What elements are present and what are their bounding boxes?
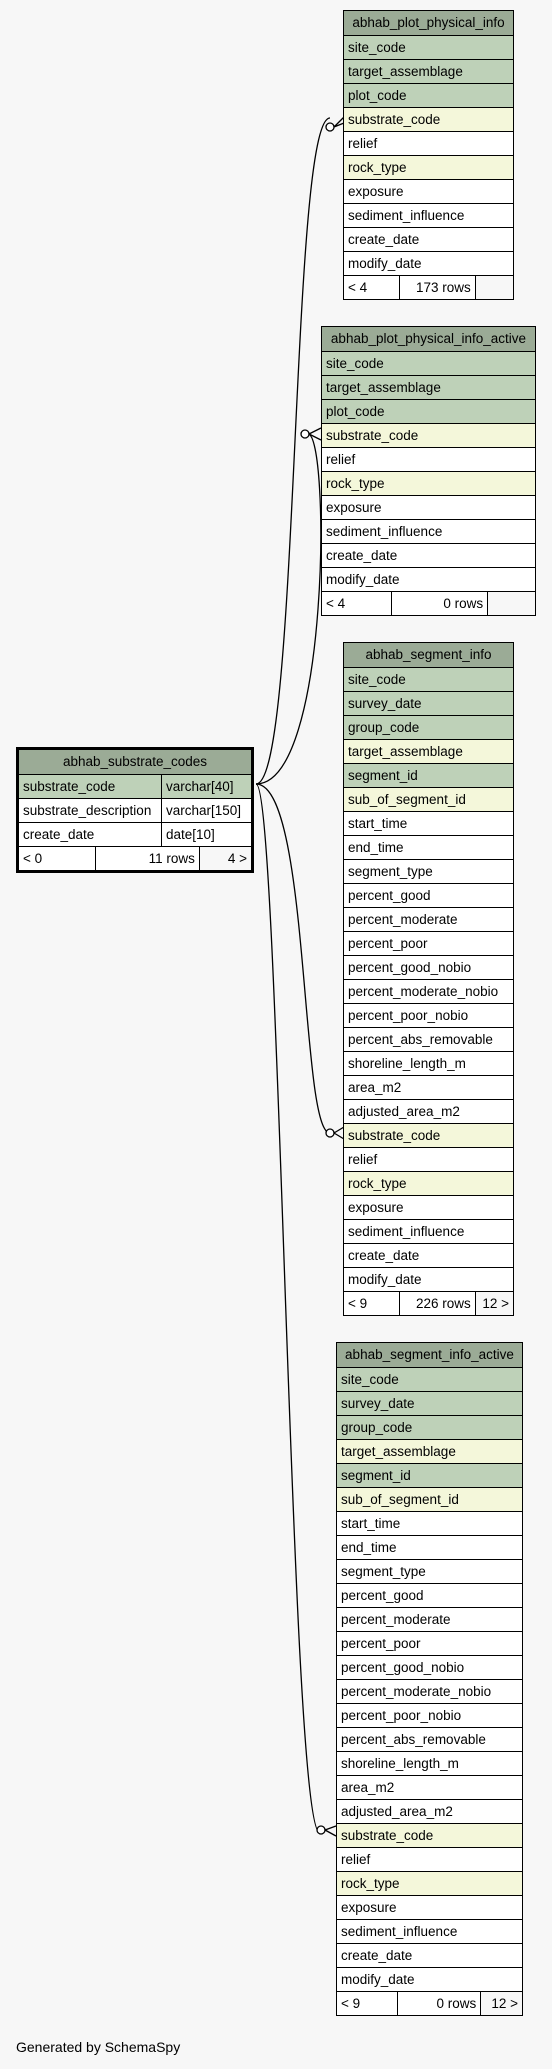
column-row[interactable] xyxy=(337,1919,522,1943)
table-footer xyxy=(19,846,251,870)
column-row[interactable] xyxy=(344,979,513,1003)
column-row[interactable] xyxy=(337,1607,522,1631)
column-row[interactable] xyxy=(322,495,535,519)
edge-to-plot-physical-info-active xyxy=(256,434,321,784)
column-name: percent_good_nobio xyxy=(348,960,472,975)
column-name: site_code xyxy=(326,356,384,371)
column-name: substrate_code xyxy=(23,779,116,794)
column-name: rock_type xyxy=(341,1876,400,1891)
column-row[interactable] xyxy=(337,1583,522,1607)
row-count: 226 rows xyxy=(400,1292,476,1315)
column-name: relief xyxy=(341,1852,371,1867)
column-name: create_date xyxy=(326,548,398,563)
column-name: segment_type xyxy=(348,864,433,879)
parent-count[interactable]: < 9 xyxy=(344,1292,400,1315)
column-name: percent_poor_nobio xyxy=(341,1708,462,1723)
column-row[interactable] xyxy=(337,1535,522,1559)
column-row[interactable] xyxy=(337,1367,522,1391)
table-header[interactable]: abhab_plot_physical_info xyxy=(344,11,513,35)
column-name: site_code xyxy=(348,40,406,55)
crow-foot-marker xyxy=(309,428,321,440)
column-name: segment_type xyxy=(341,1564,426,1579)
column-row[interactable] xyxy=(337,1391,522,1415)
column-name: rock_type xyxy=(326,476,385,491)
column-name: plot_code xyxy=(326,404,385,419)
child-count[interactable]: 12 > xyxy=(481,1992,522,2015)
parent-count[interactable]: < 0 xyxy=(19,847,96,870)
column-row[interactable] xyxy=(344,955,513,979)
column-name: substrate_code xyxy=(348,112,441,127)
column-row[interactable] xyxy=(322,399,535,423)
table-footer xyxy=(337,1991,522,2015)
column-name: modify_date xyxy=(348,1272,422,1287)
column-row[interactable] xyxy=(337,1631,522,1655)
optional-marker xyxy=(301,430,309,438)
column-row[interactable] xyxy=(344,1267,513,1291)
column-row[interactable] xyxy=(344,35,513,59)
table-header[interactable]: abhab_segment_info xyxy=(344,643,513,667)
table-header[interactable]: abhab_segment_info_active xyxy=(337,1343,522,1367)
column-row[interactable] xyxy=(344,811,513,835)
row-count: 11 rows xyxy=(96,847,200,870)
column-row[interactable] xyxy=(337,1727,522,1751)
column-row[interactable] xyxy=(344,251,513,275)
column-name: create_date xyxy=(23,827,95,842)
column-row[interactable] xyxy=(337,1703,522,1727)
column-name: target_assemblage xyxy=(326,380,441,395)
column-row[interactable] xyxy=(19,822,251,846)
column-row[interactable] xyxy=(337,1655,522,1679)
parent-count[interactable]: < 9 xyxy=(337,1992,398,2015)
table-abhab-plot-physical-info-active[interactable] xyxy=(321,326,536,616)
column-row[interactable] xyxy=(344,203,513,227)
column-type: date[10] xyxy=(161,823,251,846)
table-footer xyxy=(344,275,513,299)
column-row[interactable] xyxy=(337,1775,522,1799)
column-name: percent_good xyxy=(348,888,431,903)
column-row[interactable] xyxy=(344,1147,513,1171)
column-row[interactable] xyxy=(344,931,513,955)
table-abhab-segment-info-active[interactable] xyxy=(336,1342,523,2016)
column-row[interactable] xyxy=(337,1967,522,1991)
column-name: exposure xyxy=(348,1200,404,1215)
column-row[interactable] xyxy=(337,1463,522,1487)
row-count: 0 rows xyxy=(392,592,488,615)
column-name: sediment_influence xyxy=(341,1924,458,1939)
column-name: survey_date xyxy=(348,696,422,711)
column-name: create_date xyxy=(348,1248,420,1263)
column-row[interactable] xyxy=(337,1559,522,1583)
row-count: 0 rows xyxy=(398,1992,481,2015)
column-name: end_time xyxy=(348,840,404,855)
column-name: sub_of_segment_id xyxy=(348,792,466,807)
column-row[interactable] xyxy=(337,1847,522,1871)
column-name: percent_moderate_nobio xyxy=(341,1684,492,1699)
column-row[interactable] xyxy=(344,907,513,931)
column-name: percent_good_nobio xyxy=(341,1660,465,1675)
column-row[interactable] xyxy=(344,835,513,859)
column-type: varchar[150] xyxy=(161,799,251,822)
column-name: percent_poor_nobio xyxy=(348,1008,469,1023)
column-row[interactable] xyxy=(337,1799,522,1823)
child-count[interactable] xyxy=(476,276,513,299)
column-row[interactable] xyxy=(344,787,513,811)
column-row[interactable] xyxy=(322,447,535,471)
column-name: exposure xyxy=(341,1900,397,1915)
table-footer xyxy=(322,591,535,615)
column-row[interactable] xyxy=(344,1099,513,1123)
table-header[interactable]: abhab_plot_physical_info_active xyxy=(322,327,535,351)
column-row[interactable] xyxy=(344,131,513,155)
column-name: sediment_influence xyxy=(348,208,465,223)
optional-marker xyxy=(326,1129,334,1137)
generated-by-label: Generated by SchemaSpy xyxy=(16,2039,181,2055)
column-row[interactable] xyxy=(344,83,513,107)
column-row[interactable] xyxy=(19,798,251,822)
column-name: modify_date xyxy=(348,256,422,271)
column-row[interactable] xyxy=(337,1823,522,1847)
column-name: substrate_code xyxy=(348,1128,441,1143)
column-name: substrate_code xyxy=(326,428,419,443)
column-name: modify_date xyxy=(326,572,400,587)
column-row[interactable] xyxy=(322,519,535,543)
column-name: group_code xyxy=(348,720,420,735)
column-name: target_assemblage xyxy=(341,1444,456,1459)
row-count: 173 rows xyxy=(400,276,476,299)
column-row[interactable] xyxy=(337,1871,522,1895)
column-name: percent_moderate xyxy=(348,912,458,927)
column-name: percent_good xyxy=(341,1588,424,1603)
column-name: create_date xyxy=(348,232,420,247)
column-name: percent_abs_removable xyxy=(348,1032,493,1047)
column-row[interactable] xyxy=(344,107,513,131)
column-name: segment_id xyxy=(348,768,418,783)
column-row[interactable] xyxy=(322,543,535,567)
column-row[interactable] xyxy=(344,1051,513,1075)
column-name: plot_code xyxy=(348,88,407,103)
column-row[interactable] xyxy=(344,1219,513,1243)
column-row[interactable] xyxy=(344,59,513,83)
column-name: modify_date xyxy=(341,1972,415,1987)
table-header[interactable]: abhab_substrate_codes xyxy=(19,750,251,774)
column-row[interactable] xyxy=(337,1439,522,1463)
column-row[interactable] xyxy=(344,883,513,907)
column-row[interactable] xyxy=(19,774,251,798)
edge-to-plot-physical-info xyxy=(256,118,330,784)
column-name: target_assemblage xyxy=(348,64,463,79)
column-name: sediment_influence xyxy=(348,1224,465,1239)
optional-marker xyxy=(326,123,334,131)
column-name: rock_type xyxy=(348,1176,407,1191)
column-name: adjusted_area_m2 xyxy=(341,1804,453,1819)
column-name: substrate_description xyxy=(23,803,152,818)
child-count[interactable]: 12 > xyxy=(476,1292,513,1315)
column-row[interactable] xyxy=(322,351,535,375)
column-row[interactable] xyxy=(344,715,513,739)
column-name: start_time xyxy=(341,1516,401,1531)
column-name: end_time xyxy=(341,1540,397,1555)
column-name: group_code xyxy=(341,1420,413,1435)
column-row[interactable] xyxy=(344,1171,513,1195)
child-count[interactable]: 4 > xyxy=(200,847,251,870)
column-row[interactable] xyxy=(322,567,535,591)
column-name: adjusted_area_m2 xyxy=(348,1104,460,1119)
column-row[interactable] xyxy=(344,1243,513,1267)
column-name: exposure xyxy=(326,500,382,515)
column-name: exposure xyxy=(348,184,404,199)
column-row[interactable] xyxy=(344,691,513,715)
column-type: varchar[40] xyxy=(161,775,251,798)
column-name: relief xyxy=(348,136,378,151)
column-row[interactable] xyxy=(344,1195,513,1219)
column-name: start_time xyxy=(348,816,408,831)
column-row[interactable] xyxy=(344,1075,513,1099)
column-name: shoreline_length_m xyxy=(341,1756,459,1771)
column-name: sediment_influence xyxy=(326,524,443,539)
table-abhab-plot-physical-info[interactable] xyxy=(343,10,514,300)
column-row[interactable] xyxy=(344,859,513,883)
column-row[interactable] xyxy=(344,739,513,763)
column-row[interactable] xyxy=(337,1415,522,1439)
edge-to-segment-info xyxy=(256,784,330,1133)
child-count[interactable] xyxy=(488,592,535,615)
column-row[interactable] xyxy=(337,1895,522,1919)
column-name: percent_abs_removable xyxy=(341,1732,486,1747)
column-row[interactable] xyxy=(337,1943,522,1967)
table-abhab-substrate-codes[interactable] xyxy=(16,747,254,873)
column-row[interactable] xyxy=(344,227,513,251)
column-name: percent_moderate xyxy=(341,1612,451,1627)
column-name: site_code xyxy=(348,672,406,687)
column-row[interactable] xyxy=(322,375,535,399)
column-row[interactable] xyxy=(344,667,513,691)
table-footer xyxy=(344,1291,513,1315)
crow-foot-marker xyxy=(325,1826,336,1836)
column-name: substrate_code xyxy=(341,1828,434,1843)
column-name: survey_date xyxy=(341,1396,415,1411)
column-name: segment_id xyxy=(341,1468,411,1483)
column-name: area_m2 xyxy=(341,1780,395,1795)
column-row[interactable] xyxy=(337,1679,522,1703)
table-abhab-segment-info[interactable] xyxy=(343,642,514,1316)
column-row[interactable] xyxy=(322,471,535,495)
column-row[interactable] xyxy=(344,155,513,179)
column-name: relief xyxy=(326,452,356,467)
column-name: relief xyxy=(348,1152,378,1167)
column-name: target_assemblage xyxy=(348,744,463,759)
column-row[interactable] xyxy=(337,1487,522,1511)
column-name: percent_moderate_nobio xyxy=(348,984,499,999)
column-row[interactable] xyxy=(337,1511,522,1535)
parent-count[interactable]: < 4 xyxy=(322,592,392,615)
column-row[interactable] xyxy=(337,1751,522,1775)
column-row[interactable] xyxy=(344,1003,513,1027)
column-row[interactable] xyxy=(344,763,513,787)
column-name: percent_poor xyxy=(348,936,428,951)
column-name: shoreline_length_m xyxy=(348,1056,466,1071)
column-name: site_code xyxy=(341,1372,399,1387)
column-name: sub_of_segment_id xyxy=(341,1492,459,1507)
column-name: percent_poor xyxy=(341,1636,421,1651)
parent-count[interactable]: < 4 xyxy=(344,276,400,299)
column-name: create_date xyxy=(341,1948,413,1963)
column-row[interactable] xyxy=(344,1027,513,1051)
optional-marker xyxy=(317,1826,325,1834)
column-name: rock_type xyxy=(348,160,407,175)
column-name: area_m2 xyxy=(348,1080,402,1095)
column-row[interactable] xyxy=(344,1123,513,1147)
column-row[interactable] xyxy=(322,423,535,447)
edge-to-segment-info-active xyxy=(256,784,320,1833)
column-row[interactable] xyxy=(344,179,513,203)
